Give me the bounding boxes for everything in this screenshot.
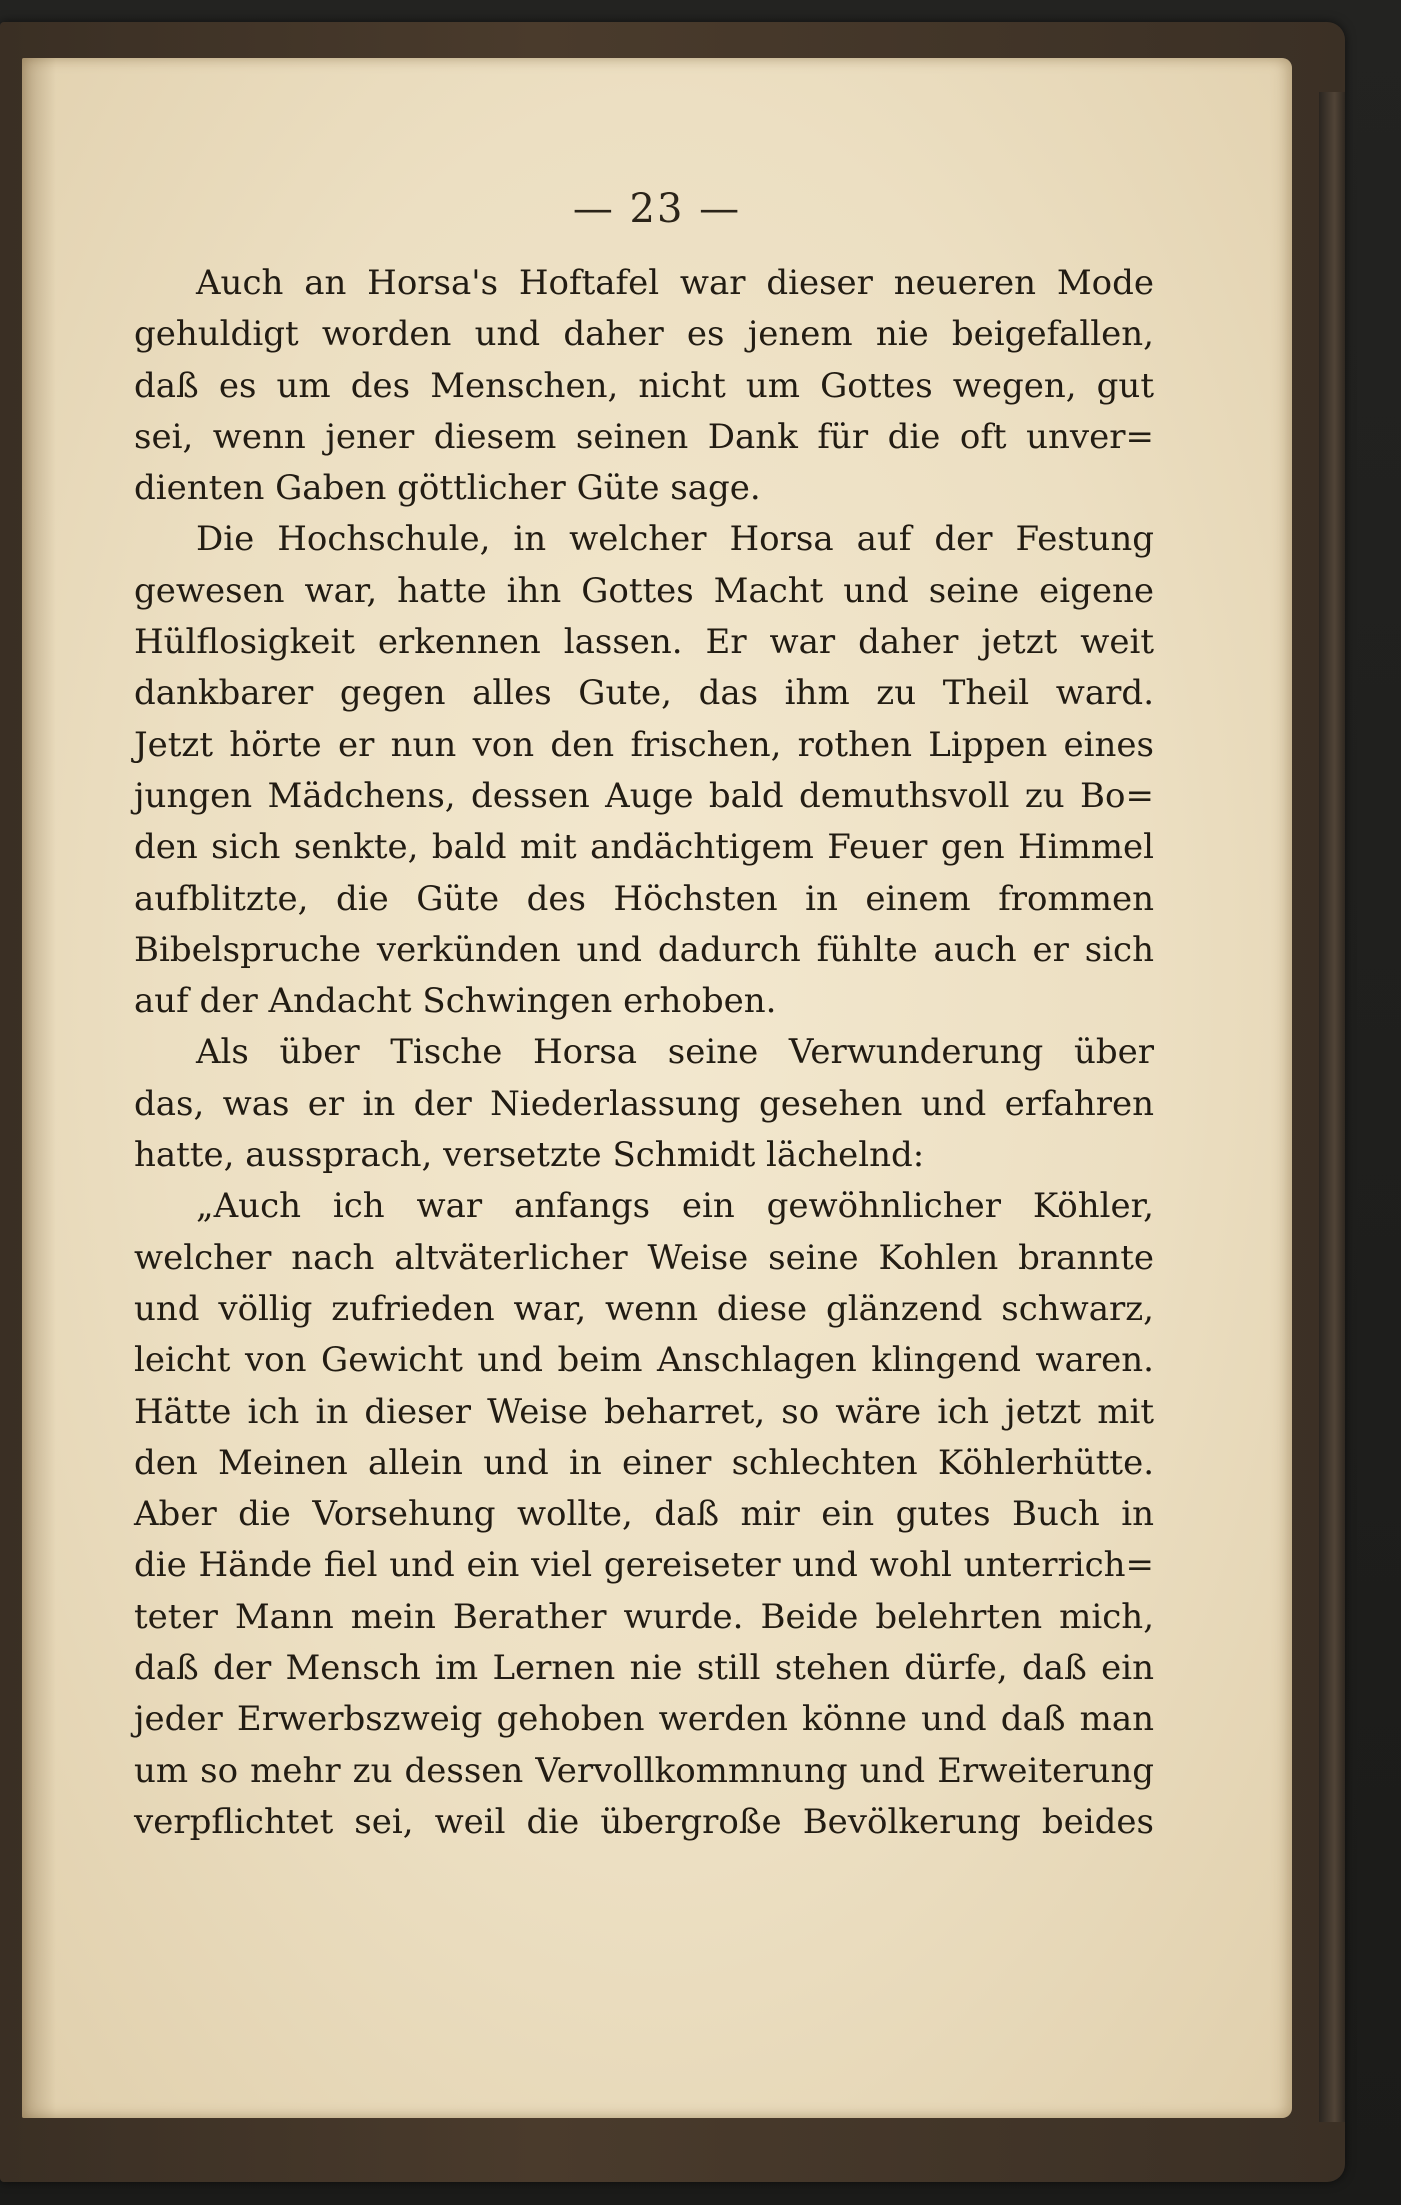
text-line: und völlig zufrieden war, wenn diese glänzend schwarz, [134, 1288, 1154, 1329]
text-line: Hätte ich in dieser Weise beharret, so wäre ich jetzt mit [134, 1391, 1154, 1432]
text-line: dienten Gaben göttlicher Güte sage. [134, 468, 761, 509]
text-line: Jetzt hörte er nun von den frischen, rothen Lippen eines [134, 724, 1154, 765]
gutter-shadow [22, 58, 56, 2118]
text-line: Bibelspruche verkünden und dadurch fühlte auch er sich [134, 929, 1154, 970]
text-line: teter Mann mein Berather wurde. Beide belehrten mich, [134, 1596, 1154, 1637]
text-line: auf der Andacht Schwingen erhoben. [134, 981, 777, 1022]
text-line: aufblitzte, die Güte des Höchsten in einem frommen [134, 878, 1154, 919]
text-line: leicht von Gewicht und beim Anschlagen klingend waren. [134, 1340, 1154, 1381]
text-line: welcher nach altväterlicher Weise seine Kohlen brannte [134, 1237, 1154, 1278]
text-line: das, was er in der Niederlassung gesehen und erfahren [134, 1083, 1154, 1124]
text-line: den Meinen allein und in einer schlechten Köhlerhütte. [134, 1442, 1154, 1483]
text-line: um so mehr zu dessen Vervollkommnung und Erweiterung [134, 1750, 1154, 1791]
text-line: Hülflosigkeit erkennen lassen. Er war daher jetzt weit [134, 622, 1154, 663]
text-line: die Hände fiel und ein viel gereiseter und wohl unterrich= [134, 1545, 1154, 1586]
text-line: Auch an Horsa's Hoftafel war dieser neueren Mode [196, 263, 1154, 303]
text-line: den sich senkte, bald mit andächtigem Feuer gen Himmel [134, 827, 1154, 868]
text-line: gehuldigt worden und daher es jenem nie beigefallen, [134, 314, 1154, 355]
text-line: gewesen war, hatte ihn Gottes Macht und seine eigene [134, 570, 1154, 611]
cover-edge [1319, 92, 1345, 2122]
text-line: verpflichtet sei, weil die übergroße Bevölkerung beides [134, 1801, 1154, 1842]
text-line: Die Hochschule, in welcher Horsa auf der Festung [196, 519, 1154, 560]
text-line: jungen Mädchens, dessen Auge bald demuthsvoll zu Bo= [134, 775, 1154, 816]
page-sheet [22, 58, 1292, 2118]
text-line: Aber die Vorsehung wollte, daß mir ein gutes Buch in [134, 1494, 1154, 1535]
text-line: „Auch ich war anfangs ein gewöhnlicher Köhler, [196, 1186, 1154, 1227]
text-line: Als über Tische Horsa seine Verwunderung über [196, 1032, 1154, 1073]
text-line: hatte, aussprach, versetzte Schmidt lächelnd: [134, 1135, 925, 1176]
text-line: sei, wenn jener diesem seinen Dank für die oft unver= [134, 416, 1154, 457]
text-line: daß der Mensch im Lernen nie still stehen dürfe, daß ein [134, 1648, 1154, 1689]
text-line: dankbarer gegen alles Gute, das ihm zu Theil ward. [134, 673, 1154, 714]
text-line: jeder Erwerbszweig gehoben werden könne und daß man [134, 1699, 1154, 1740]
body-text [134, 258, 1154, 1848]
text-line: daß es um des Menschen, nicht um Gottes wegen, gut [134, 365, 1154, 406]
page-number-header: — 23 — [572, 186, 742, 232]
